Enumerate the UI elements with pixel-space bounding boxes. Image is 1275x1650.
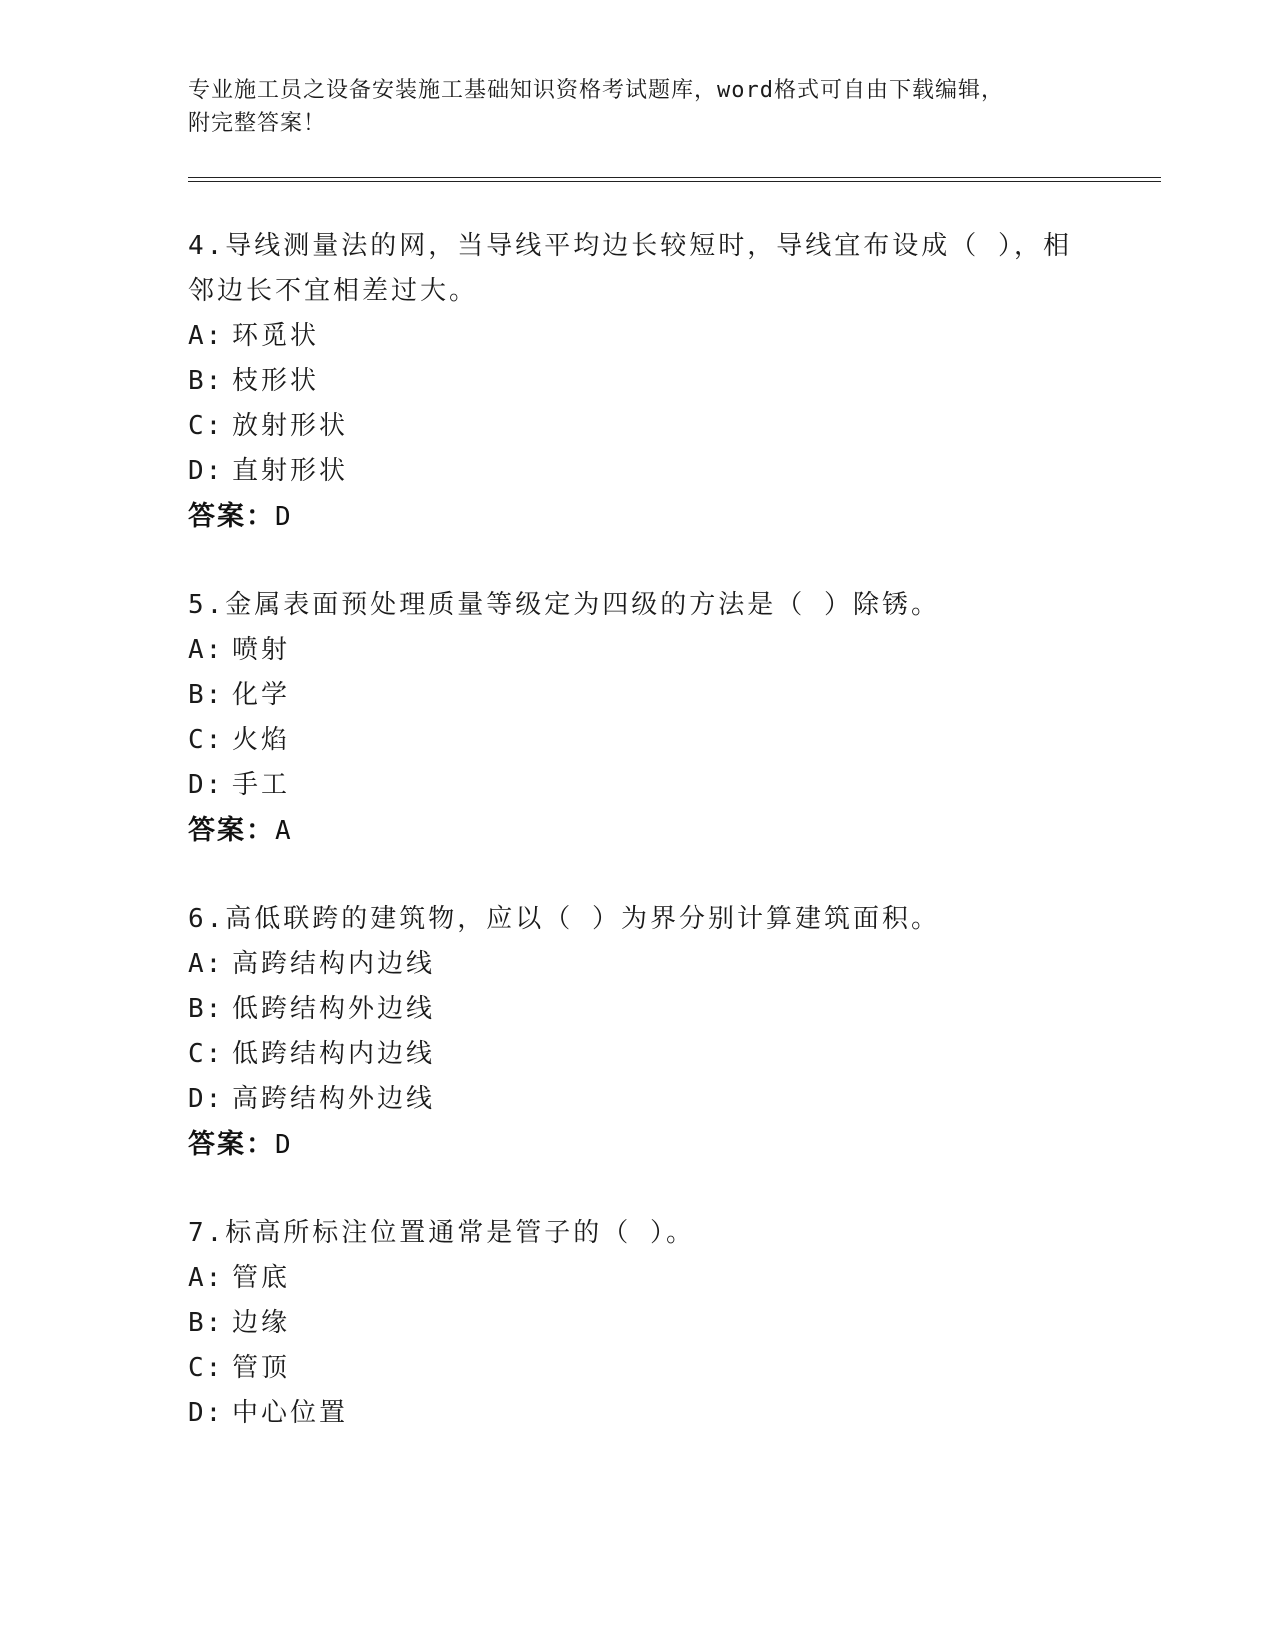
option-text: 管底 [232, 1263, 291, 1293]
option-b [188, 1301, 1088, 1346]
option-letter: A: [188, 635, 224, 665]
option-letter: B: [188, 680, 224, 710]
question-stem: 5.金属表面预处理质量等级定为四级的方法是（ ）除锈。 [188, 590, 940, 620]
option-letter: B: [188, 994, 224, 1024]
option-c [188, 404, 1088, 449]
answer-line [188, 1122, 1088, 1167]
header-line-2: 附完整答案！ [188, 111, 327, 136]
option-text: 手工 [232, 770, 291, 800]
answer-line [188, 808, 1088, 853]
answer-label: 答案： [188, 815, 275, 846]
option-b [188, 359, 1088, 404]
option-text: 环觅状 [232, 321, 320, 351]
option-letter: A: [188, 949, 224, 979]
option-text: 边缘 [232, 1308, 291, 1338]
answer-value: A [275, 816, 293, 846]
option-letter: D: [188, 1084, 224, 1114]
question-stem: 7.标高所标注位置通常是管子的（ ）。 [188, 1218, 695, 1248]
option-letter: C: [188, 1353, 224, 1383]
option-letter: B: [188, 366, 224, 396]
option-text: 枝形状 [232, 366, 320, 396]
option-text: 中心位置 [232, 1398, 349, 1428]
option-letter: C: [188, 1039, 224, 1069]
answer-value: D [275, 502, 293, 532]
question-5 [188, 583, 1088, 853]
option-text: 化学 [232, 680, 291, 710]
question-6 [188, 897, 1088, 1167]
option-d [188, 1391, 1088, 1436]
option-letter: A: [188, 321, 224, 351]
question-7 [188, 1211, 1088, 1436]
option-d [188, 763, 1088, 808]
option-text: 高跨结构内边线 [232, 949, 436, 979]
option-letter: C: [188, 725, 224, 755]
option-letter: C: [188, 411, 224, 441]
answer-label: 答案： [188, 501, 275, 532]
option-text: 直射形状 [232, 456, 349, 486]
answer-line [188, 494, 1088, 539]
option-text: 放射形状 [232, 411, 349, 441]
option-text: 火焰 [232, 725, 291, 755]
option-d [188, 449, 1088, 494]
option-letter: D: [188, 1398, 224, 1428]
option-d [188, 1077, 1088, 1122]
option-a [188, 628, 1088, 673]
option-text: 低跨结构外边线 [232, 994, 436, 1024]
document-header [188, 74, 1088, 140]
option-c [188, 1346, 1088, 1391]
answer-value: D [275, 1130, 293, 1160]
header-line-1: 专业施工员之设备安装施工基础知识资格考试题库，word格式可自由下载编辑， [188, 78, 1004, 103]
option-text: 管顶 [232, 1353, 291, 1383]
option-letter: D: [188, 770, 224, 800]
option-b [188, 987, 1088, 1032]
question-stem: 4.导线测量法的网，当导线平均边长较短时，导线宜布设成（ ），相邻边长不宜相差过大。 [188, 231, 1072, 306]
answer-label: 答案： [188, 1129, 275, 1160]
question-stem: 6.高低联跨的建筑物，应以（ ）为界分别计算建筑面积。 [188, 904, 940, 934]
question-4 [188, 224, 1088, 539]
option-letter: A: [188, 1263, 224, 1293]
option-c [188, 718, 1088, 763]
header-divider [188, 177, 1161, 182]
option-a [188, 942, 1088, 987]
option-letter: D: [188, 456, 224, 486]
option-text: 喷射 [232, 635, 291, 665]
option-text: 高跨结构外边线 [232, 1084, 436, 1114]
option-a [188, 314, 1088, 359]
option-b [188, 673, 1088, 718]
option-c [188, 1032, 1088, 1077]
option-letter: B: [188, 1308, 224, 1338]
option-a [188, 1256, 1088, 1301]
option-text: 低跨结构内边线 [232, 1039, 436, 1069]
